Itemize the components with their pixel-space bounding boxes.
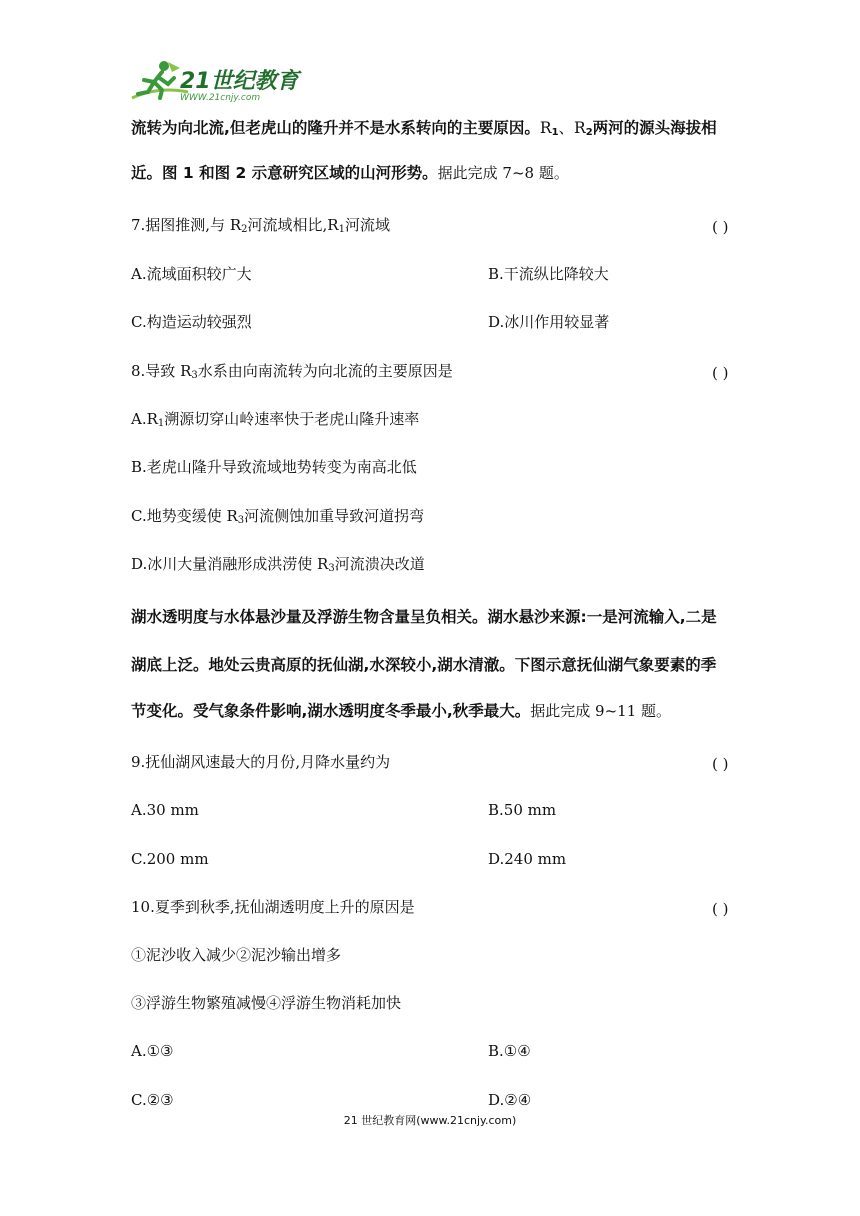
- subscript: 2: [241, 224, 248, 235]
- q10-option-d: D.②④: [488, 1091, 532, 1109]
- q9-option-c: C.200 mm: [131, 850, 209, 868]
- text-span: 水系由向南流转为向北流的主要原因是: [197, 362, 453, 380]
- q10-option-c: C.②③: [131, 1091, 174, 1109]
- q10-option-b: B.①④: [488, 1042, 531, 1060]
- subscript: 3: [328, 563, 335, 574]
- text-span: 河流侧蚀加重导致河道拐弯: [244, 507, 425, 525]
- q8-option-a: [131, 409, 419, 434]
- text-span: 流转为向北流,但老虎山的隆升并不是水系转向的主要原因。: [131, 119, 540, 137]
- text-span: 7.据图推测,与 R: [131, 216, 242, 234]
- q9-option-a: A.30 mm: [131, 801, 199, 819]
- text-span: 河流域: [344, 216, 390, 234]
- text-span: 溯源切穿山岭速率快于老虎山隆升速率: [164, 410, 420, 428]
- passage2-line1: 湖水透明度与水体悬沙量及浮游生物含量呈负相关。湖水悬沙来源:一是河流输入,二是: [131, 608, 717, 626]
- text-span: 据此完成 9~11 题。: [530, 702, 672, 720]
- text-span: 河流溃决改道: [334, 555, 425, 573]
- text-span: 节变化。受气象条件影响,湖水透明度冬季最小,秋季最大。: [131, 702, 531, 720]
- q9-stem: 9.抚仙湖风速最大的月份,月降水量约为: [131, 753, 391, 771]
- q8-option-b: B.老虎山隆升导致流域地势转变为南高北低: [131, 458, 417, 476]
- text-span: 据此完成 7~8 题。: [437, 164, 569, 182]
- site-logo: [128, 58, 308, 106]
- text-span: A.R: [131, 410, 158, 428]
- q7-option-d: D.冰川作用较显著: [488, 313, 610, 331]
- q7-option-c: C.构造运动较强烈: [131, 313, 252, 331]
- q9-option-d: D.240 mm: [488, 850, 567, 868]
- q7-stem: [131, 215, 390, 240]
- q10-answer-paren: ( ): [712, 900, 729, 918]
- runner-logo-icon: [128, 58, 308, 106]
- text-span: R: [539, 119, 552, 137]
- logo-text: 21世纪教育: [180, 69, 299, 94]
- q8-answer-paren: ( ): [712, 364, 729, 382]
- passage2-line2: 湖底上泛。地处云贵高原的抚仙湖,水深较小,湖水清澈。下图示意抚仙湖气象要素的季: [131, 656, 717, 674]
- q10-item-1: ①泥沙收入减少②泥沙输出增多: [131, 946, 342, 964]
- logo-url: WWW.21cnjy.com: [180, 93, 261, 103]
- subscript: 3: [191, 370, 198, 381]
- q10-stem: 10.夏季到秋季,抚仙湖透明度上升的原因是: [131, 898, 415, 916]
- subscript: 2: [585, 127, 593, 138]
- text-span: D.冰川大量消融形成洪涝使 R: [131, 555, 329, 573]
- passage1-line2: [131, 163, 569, 183]
- subscript: 3: [237, 515, 245, 526]
- text-span: 、R: [558, 119, 586, 137]
- text-span: 8.导致 R: [131, 362, 192, 380]
- q9-option-b: B.50 mm: [488, 801, 557, 819]
- subscript: 1: [157, 418, 165, 429]
- subscript: 1: [338, 224, 345, 235]
- q7-option-b: B.干流纵比降较大: [488, 265, 609, 283]
- q10-option-a: A.①③: [131, 1042, 174, 1060]
- text-span: 近。图 1 和图 2 示意研究区域的山河形势。: [131, 164, 438, 182]
- q8-stem: [131, 361, 453, 386]
- q7-option-a: A.流域面积较广大: [131, 265, 252, 283]
- q10-item-2: ③浮游生物繁殖减慢④浮游生物消耗加快: [131, 994, 402, 1012]
- q8-option-d: [131, 554, 425, 579]
- text-span: C.地势变缓使 R: [131, 507, 238, 525]
- page-footer: 21 世纪教育网(www.21cnjy.com): [343, 1114, 517, 1127]
- passage1-line1: [131, 118, 717, 143]
- q7-answer-paren: ( ): [712, 218, 729, 236]
- q8-option-c: [131, 506, 424, 531]
- text-span: 河流域相比,R: [247, 216, 339, 234]
- q9-answer-paren: ( ): [712, 755, 729, 773]
- passage2-line3: [131, 701, 671, 721]
- text-span: 两河的源头海拔相: [592, 119, 717, 137]
- subscript: 1: [551, 127, 559, 138]
